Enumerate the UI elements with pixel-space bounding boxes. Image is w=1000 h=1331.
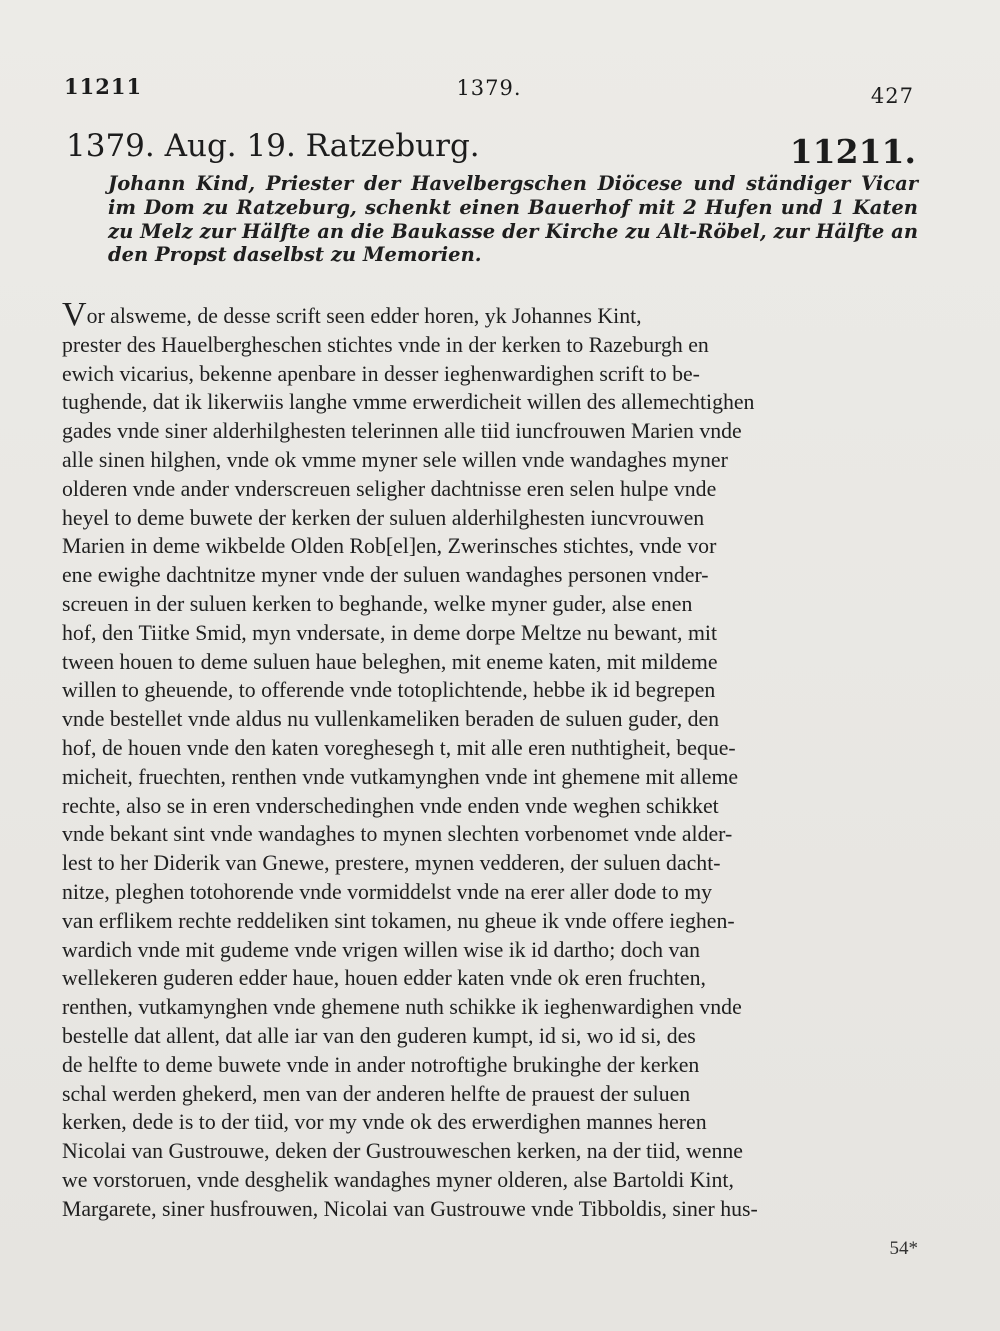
body-line-text: wellekeren guderen edder haue, houen edder katen vnde ok eren fruchten,: [62, 966, 706, 991]
body-line-text: olderen vnde ander vnderscreuen seligher dachtnisse eren selen hulpe vnde: [62, 476, 717, 501]
body-line: [62, 1080, 914, 1109]
body-line: [62, 1108, 914, 1137]
body-line-text: or alsweme, de desse scrift seen edder horen, yk Johannes Kint,: [86, 304, 642, 328]
drop-cap: V: [62, 296, 87, 333]
body-line: [62, 504, 914, 533]
body-line-text: Margarete, siner husfrouwen, Nicolai van Gustrouwe vnde Tibboldis, siner hus-: [62, 1196, 758, 1221]
body-line: [62, 1137, 914, 1166]
entry-summary: Johann Kind, Priester der Havelbergschen Diöcese und ständiger Vicar im Dom zu Ratzeburg, schenkt einen Bauerhof mit 2 Hufen und 1 Katen zu Melz zur Hälfte an die Baukasse der Kirche zu Alt-Röbel, zur Hälfte an den Propst daselbst zu Memorien.: [108, 172, 918, 267]
body-line-text: lest to her Diderik van Gnewe, prestere, mynen vedderen, der suluen dacht-: [62, 851, 721, 876]
body-line: [62, 388, 914, 417]
body-line-text: van erflikem rechte reddeliken sint tokamen, nu gheue ik vnde offere ieghen-: [62, 908, 735, 933]
body-line: [62, 878, 914, 907]
body-line-text: kerken, dede is to der tiid, vor my vnde ok des erwerdighen mannes heren: [62, 1110, 707, 1135]
body-line-text: we vorstoruen, vnde desghelik wandaghes myner olderen, alse Bartoldi Kint,: [62, 1167, 734, 1192]
running-head-year: 1379.: [456, 76, 522, 100]
body-line-text: willen to gheuende, to offerende vnde totoplichtende, hebbe ik id begrepen: [62, 678, 716, 703]
body-line: [62, 1051, 914, 1080]
body-line-text: hof, de houen vnde den katen voreghesegh t, mit alle eren nuthtigheit, beque-: [62, 735, 736, 760]
body-line-text: alle sinen hilghen, vnde ok vmme myner sele willen vnde wandaghes myner: [62, 447, 728, 472]
body-line: [62, 964, 914, 993]
body-line: [62, 676, 914, 705]
body-line-text: de helfte to deme buwete vnde in ander notroftighe brukinghe der kerken: [62, 1052, 700, 1077]
body-line: [62, 561, 914, 590]
body-line-text: vnde bestellet vnde aldus nu vullenkameliken beraden de suluen guder, den: [62, 707, 720, 732]
body-line-text: ene ewighe dachtnitze myner vnde der suluen wandaghes personen vnder-: [62, 563, 709, 588]
body-line: [62, 907, 914, 936]
body-line: [62, 734, 914, 763]
body-line: [62, 475, 914, 504]
body-line: [62, 1195, 914, 1224]
running-head-entry-number: 11211: [64, 74, 143, 99]
body-line-text: Nicolai van Gustrouwe, deken der Gustrouweschen kerken, na der tiid, wenne: [62, 1139, 743, 1164]
body-line-text: rechte, also se in eren vnderschedinghen vnde enden vnde weghen schikket: [62, 793, 719, 818]
body-line-text: hof, den Tiitke Smid, myn vndersate, in deme dorpe Meltze nu bewant, mit: [62, 620, 718, 645]
body-line: [62, 590, 914, 619]
body-line: [62, 417, 914, 446]
body-line: [62, 360, 914, 389]
body-line-text: vnde bekant sint vnde wandaghes to mynen slechten vorbenomet vnde alder-: [62, 822, 733, 847]
running-head: [64, 74, 914, 108]
document-body: [62, 296, 914, 1224]
body-line-text: schal werden ghekerd, men van der anderen helfte de prauest der suluen: [62, 1081, 691, 1106]
entry-number: 11211.: [789, 132, 916, 171]
body-line: [62, 648, 914, 677]
body-line: [62, 331, 914, 360]
body-line-text: nitze, pleghen totohorende vnde vormiddelst vnde na erer aller dode to my: [62, 879, 713, 904]
body-line-text: micheit, fruechten, renthen vnde vutkamynghen vnde int ghemene mit alleme: [62, 764, 739, 789]
body-line-text: tween houen to deme suluen haue beleghen, mit eneme katen, mit mildeme: [62, 649, 718, 674]
body-line-text: bestelle dat allent, dat alle iar van den guderen kumpt, id si, wo id si, des: [62, 1023, 696, 1048]
body-line: [62, 820, 914, 849]
body-line: [62, 763, 914, 792]
body-line: [62, 936, 914, 965]
entry-date-place: 1379. Aug. 19. Ratzeburg.: [66, 128, 480, 164]
body-line: [62, 792, 914, 821]
body-line: [62, 619, 914, 648]
body-line: [62, 993, 914, 1022]
body-line-text: heyel to deme buwete der kerken der suluen alderhilghesten iuncvrouwen: [62, 505, 705, 530]
body-line-text: prester des Hauelbergheschen stichtes vnde in der kerken to Razeburgh en: [62, 332, 709, 357]
body-line: [62, 705, 914, 734]
body-line-text: renthen, vutkamynghen vnde ghemene nuth schikke ik ieghenwardighen vnde: [62, 995, 742, 1020]
body-line: [62, 1166, 914, 1195]
body-line-text: ewich vicarius, bekenne apenbare in desser ieghenwardighen scrift to be-: [62, 361, 700, 386]
body-line: [62, 446, 914, 475]
body-line: [62, 532, 914, 561]
body-line-text: wardich vnde mit gudeme vnde vrigen willen wise ik id dartho; doch van: [62, 937, 701, 962]
body-line-text: Marien in deme wikbelde Olden Rob[el]en, Zwerinsches stichtes, vnde vor: [62, 534, 717, 559]
body-line: [62, 849, 914, 878]
signature-mark: 54*: [889, 1238, 918, 1259]
page-number: 427: [870, 84, 914, 108]
body-line-text: gades vnde siner alderhilghesten telerinnen alle tiid iuncfrouwen Marien vnde: [62, 419, 742, 444]
body-line: [62, 296, 914, 333]
entry-heading: [66, 128, 916, 170]
body-line-text: screuen in der suluen kerken to beghande, welke myner guder, alse enen: [62, 591, 693, 616]
body-line: [62, 1022, 914, 1051]
body-line-text: tughende, dat ik likerwiis langhe vmme erwerdicheit willen des allemechtighen: [62, 390, 755, 415]
